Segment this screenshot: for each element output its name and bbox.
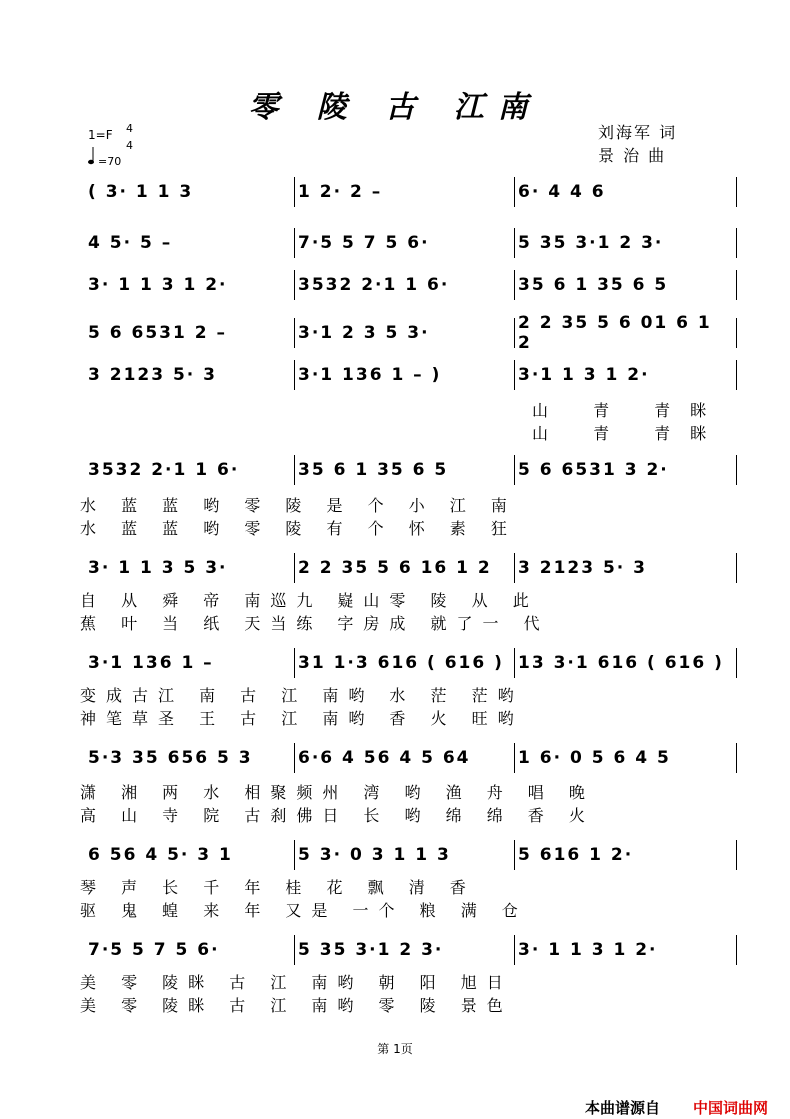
composer: 景 治 曲 (598, 146, 667, 165)
lyric-line: 蕉 叶 当 纸 天当练 字房成 就了一 代 (80, 614, 550, 633)
measure-notes: 3·1 136 1 – ) (298, 365, 442, 385)
measure (298, 318, 506, 348)
bar-line (736, 228, 737, 258)
bar-line (294, 553, 295, 583)
bar-line (736, 360, 737, 390)
bar-line (514, 455, 515, 485)
staff-row (88, 935, 738, 965)
bar-line (514, 360, 515, 390)
measure (88, 270, 286, 300)
source-label: 本曲谱源自 (585, 1099, 661, 1117)
lyric-line: 变成古江 南 古 江 南哟 水 茫 茫哟 (80, 686, 524, 705)
measure-notes: 5 3· 0 3 1 1 3 (298, 845, 451, 865)
measure (88, 743, 286, 773)
measure (298, 553, 506, 583)
lyric-line: 自 从 舜 帝 南巡九 嶷山零 陵 从 此 (80, 591, 539, 610)
lyric-line: 琴 声 长 千 年 桂 花 飘 清 香 (80, 878, 476, 897)
measure-notes: 5 6 6531 2 – (88, 323, 227, 343)
measure-notes: 3532 2·1 1 6· (88, 460, 240, 480)
measure-notes: 31 1·3 616 ( 616 ) (298, 653, 504, 673)
bar-line (514, 228, 515, 258)
bar-line (736, 318, 737, 348)
measure (88, 553, 286, 583)
time-signature-bottom: 4 (126, 139, 133, 152)
bar-line (294, 177, 295, 207)
measure (88, 935, 286, 965)
measure-notes: 3·1 2 3 5 3· (298, 323, 430, 343)
lyric-line: 驱 鬼 蝗 来 年 又是 一个 粮 满 仓 (80, 901, 528, 920)
staff-row (88, 228, 738, 258)
bar-line (736, 177, 737, 207)
staff-row (88, 313, 738, 353)
bar-line (514, 553, 515, 583)
measure (88, 840, 286, 870)
lyricist: 刘海军 词 (598, 123, 678, 142)
quarter-note-icon (88, 146, 94, 166)
measure-notes: 3 2123 5· 3 (88, 365, 218, 385)
measure (88, 648, 286, 678)
bar-line (514, 270, 515, 300)
measure (298, 743, 506, 773)
measure (88, 318, 286, 348)
lyric-line: 山 青 青眯 (532, 424, 727, 443)
measure (88, 177, 286, 207)
staff-row (88, 648, 738, 678)
bar-line (514, 935, 515, 965)
measure-notes: 35 6 1 35 6 5 (518, 275, 669, 295)
tempo-marking: =70 (98, 155, 122, 168)
staff-row (88, 360, 738, 390)
measure-notes: 35 6 1 35 6 5 (298, 460, 449, 480)
bar-line (294, 648, 295, 678)
lyric-line: 美 零 陵眯 古 江 南哟 朝 阳 旭日 (80, 973, 513, 992)
bar-line (294, 270, 295, 300)
measure-notes: 1 6· 0 5 6 4 5 (518, 748, 671, 768)
measure (298, 360, 506, 390)
lyric-line: 潇 湘 两 水 相聚频州 湾 哟 渔 舟 唱 晚 (80, 783, 595, 802)
measure-notes: 3· 1 1 3 1 2· (518, 940, 658, 960)
measure-notes: 4 5· 5 – (88, 233, 173, 253)
measure-notes: 6 56 4 5· 3 1 (88, 845, 233, 865)
lyric-line: 美 零 陵眯 古 江 南哟 零 陵 景色 (80, 996, 513, 1015)
measure-notes: 7·5 5 7 5 6· (88, 940, 220, 960)
bar-line (736, 648, 737, 678)
song-title: 零 陵 古 江南 (248, 90, 542, 125)
bar-line (514, 743, 515, 773)
lyric-line: 神笔草圣 王 古 江 南哟 香 火 旺哟 (80, 709, 524, 728)
time-signature-top: 4 (126, 122, 133, 135)
measure-notes: 7·5 5 7 5 6· (298, 233, 430, 253)
measure (88, 455, 286, 485)
measure (518, 935, 728, 965)
measure (298, 228, 506, 258)
measure (88, 360, 286, 390)
bar-line (736, 743, 737, 773)
bar-line (514, 648, 515, 678)
bar-line (294, 840, 295, 870)
measure (298, 935, 506, 965)
staff-row (88, 553, 738, 583)
bar-line (294, 360, 295, 390)
measure-notes: 5 6 6531 3 2· (518, 460, 669, 480)
measure (518, 270, 728, 300)
measure (518, 177, 728, 207)
measure-notes: 3532 2·1 1 6· (298, 275, 450, 295)
measure-notes: 3· 1 1 3 5 3· (88, 558, 228, 578)
measure-notes: ( 3· 1 1 3 (88, 182, 194, 202)
bar-line (294, 455, 295, 485)
measure (518, 743, 728, 773)
bar-line (294, 318, 295, 348)
measure (298, 648, 506, 678)
staff-row (88, 270, 738, 300)
measure-notes: 6· 4 4 6 (518, 182, 606, 202)
lyric-line: 山 青 青眯 (532, 401, 727, 420)
measure-notes: 1 2· 2 – (298, 182, 383, 202)
measure-notes: 5 35 3·1 2 3· (298, 940, 444, 960)
bar-line (736, 553, 737, 583)
measure-notes: 3 2123 5· 3 (518, 558, 648, 578)
measure-notes: 2 2 35 5 6 01 6 1 2 (518, 313, 712, 353)
measure (518, 313, 728, 353)
measure (518, 553, 728, 583)
measure (518, 360, 728, 390)
bar-line (514, 840, 515, 870)
key-signature: 1=F (88, 128, 113, 142)
measure (518, 455, 728, 485)
staff-row (88, 455, 738, 485)
bar-line (736, 270, 737, 300)
measure-notes: 2 2 35 5 6 16 1 2 (298, 558, 492, 578)
measure-notes: 5 616 1 2· (518, 845, 634, 865)
measure-notes: 3· 1 1 3 1 2· (88, 275, 228, 295)
measure-notes: 13 3·1 616 ( 616 ) (518, 653, 724, 673)
bar-line (736, 840, 737, 870)
measure (518, 648, 728, 678)
bar-line (736, 935, 737, 965)
measure-notes: 3·1 136 1 – (88, 653, 214, 673)
staff-row (88, 177, 738, 207)
staff-row (88, 743, 738, 773)
measure (298, 840, 506, 870)
bar-line (736, 455, 737, 485)
measure (518, 840, 728, 870)
measure (298, 177, 506, 207)
bar-line (514, 177, 515, 207)
measure (298, 455, 506, 485)
measure (518, 228, 728, 258)
page-number: 第 1页 (377, 1042, 413, 1056)
measure-notes: 6·6 4 56 4 5 64 (298, 748, 471, 768)
measure (298, 270, 506, 300)
measure-notes: 5 35 3·1 2 3· (518, 233, 664, 253)
bar-line (514, 318, 515, 348)
lyric-line: 高 山 寺 院 古刹佛日 长 哟 绵 绵 香 火 (80, 806, 595, 825)
lyric-line: 水 蓝 蓝 哟 零 陵 是 个 小 江 南 (80, 496, 517, 515)
measure-notes: 3·1 1 3 1 2· (518, 365, 650, 385)
measure-notes: 5·3 35 656 5 3 (88, 748, 253, 768)
staff-row (88, 840, 738, 870)
bar-line (294, 228, 295, 258)
lyric-line: 水 蓝 蓝 哟 零 陵 有 个 怀 素 狂 (80, 519, 517, 538)
bar-line (294, 743, 295, 773)
bar-line (294, 935, 295, 965)
measure (88, 228, 286, 258)
source-site-link[interactable]: 中国词曲网 (693, 1099, 769, 1117)
